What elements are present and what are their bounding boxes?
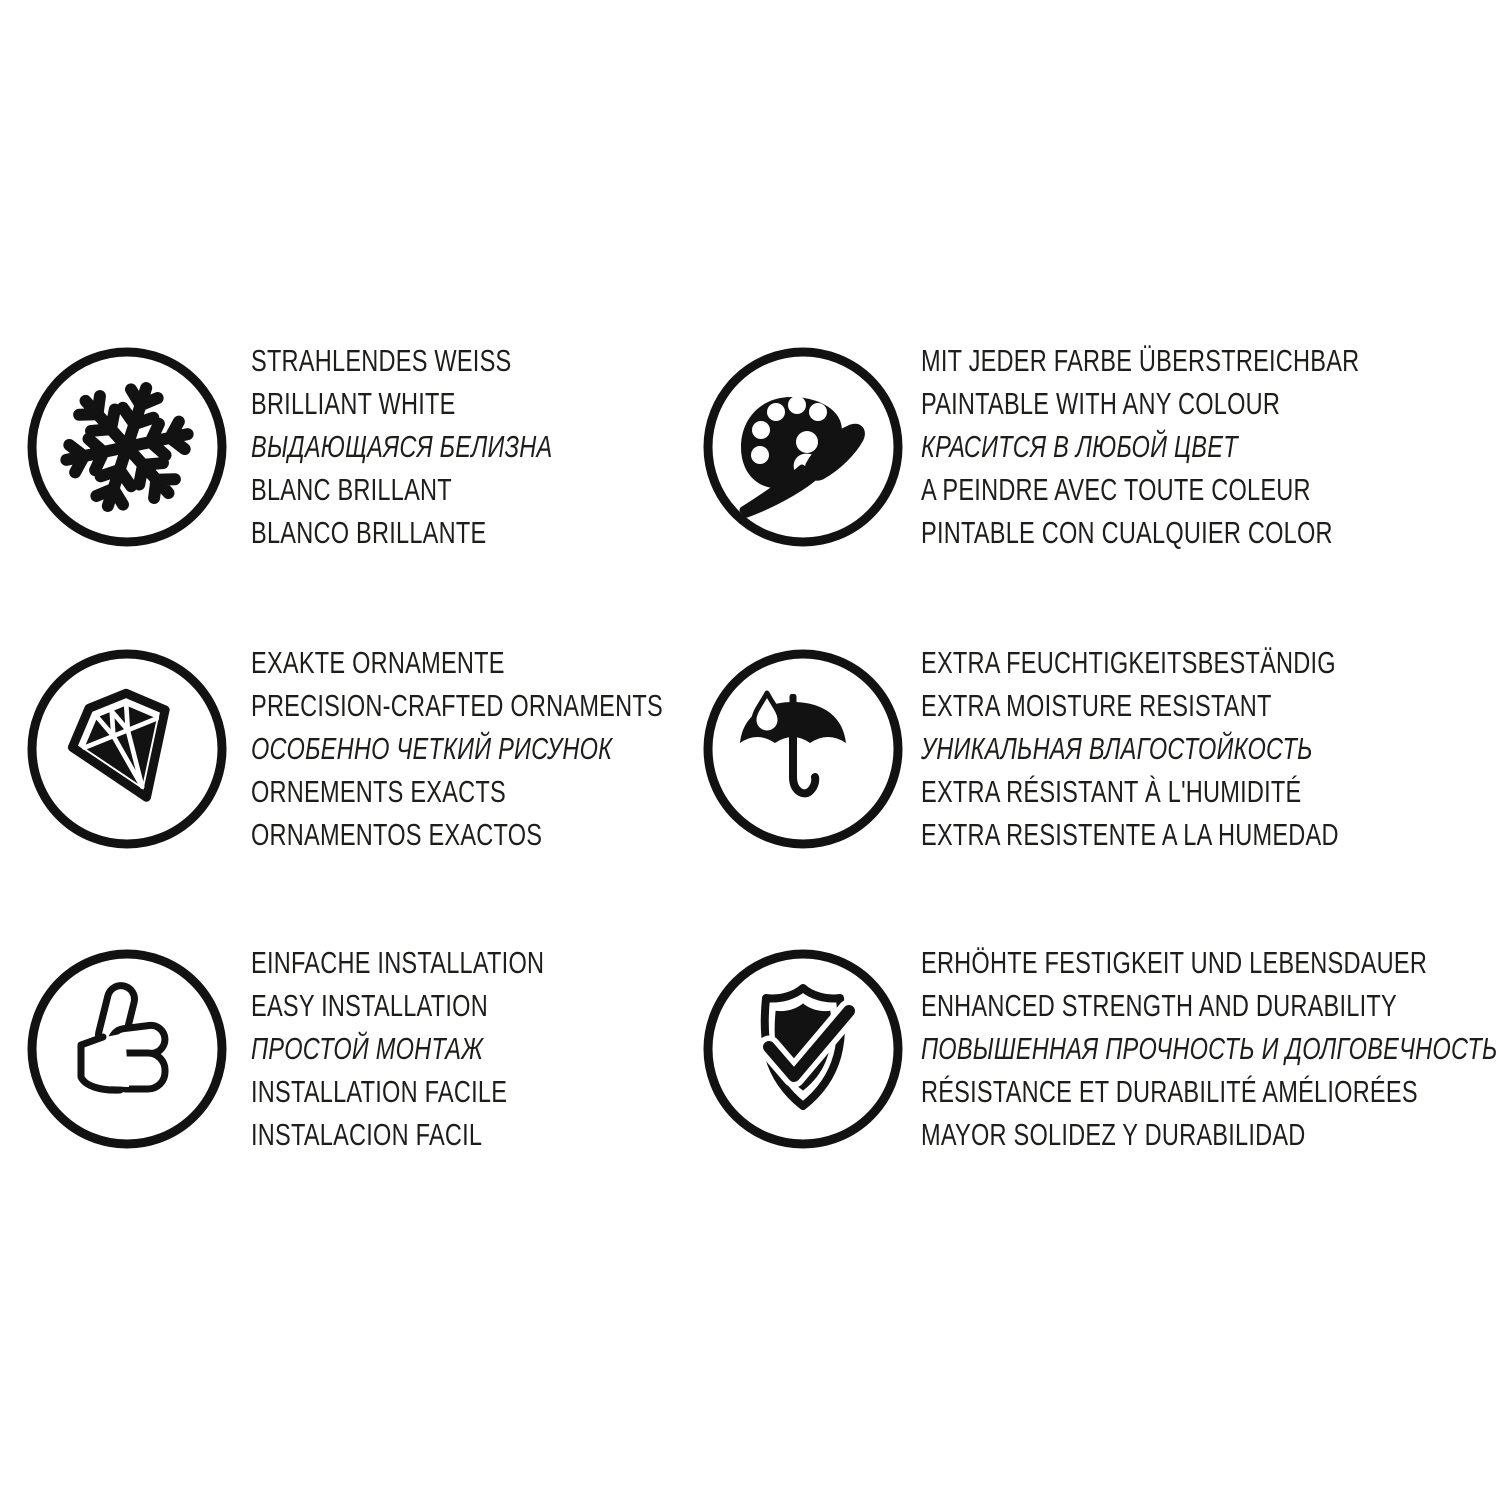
snowflake-icon (27, 347, 227, 547)
feature-line-fr: RÉSISTANCE ET DURABILITÉ AMÉLIORÉES (921, 1074, 1418, 1109)
feature-line-es: PINTABLE CON CUALQUIER COLOR (921, 515, 1333, 550)
paint-palette-icon (703, 347, 903, 547)
feature-line-de: ERHÖHTE FESTIGKEIT UND LEBENSDAUER (921, 945, 1428, 980)
feature-line-ru: ПРОСТОЙ МОНТАЖ (251, 1031, 484, 1066)
umbrella-icon (703, 649, 903, 849)
feature-line-en: ENHANCED STRENGTH AND DURABILITY (921, 988, 1397, 1023)
feature-line-ru: ПОВЫШЕННАЯ ПРОЧНОСТЬ И ДОЛГОВЕЧНОСТЬ (921, 1031, 1498, 1066)
feature-line-en: PAINTABLE WITH ANY COLOUR (921, 386, 1281, 421)
feature-line-en: PRECISION-CRAFTED ORNAMENTS (251, 688, 663, 723)
feature-line-de: EXAKTE ORNAMENTE (251, 645, 505, 680)
shield-check-icon (703, 949, 903, 1149)
feature-line-de: EINFACHE INSTALLATION (251, 945, 545, 980)
feature-line-en: EASY INSTALLATION (251, 988, 488, 1023)
feature-line-fr: A PEINDRE AVEC TOUTE COLEUR (921, 472, 1311, 507)
feature-line-es: ORNAMENTOS EXACTOS (251, 817, 543, 852)
feature-line-ru: УНИКАЛЬНАЯ ВЛАГОСТОЙКОСТЬ (921, 731, 1313, 766)
feature-line-fr: ORNEMENTS EXACTS (251, 774, 506, 809)
feature-line-en: EXTRA MOISTURE RESISTANT (921, 688, 1272, 723)
feature-line-es: BLANCO BRILLANTE (251, 515, 487, 550)
feature-text-block (921, 339, 1498, 554)
feature-line-fr: EXTRA RÉSISTANT À L'HUMIDITÉ (921, 774, 1302, 809)
feature-precision-ornaments (27, 641, 793, 856)
diamond-icon (27, 649, 227, 849)
feature-text-block (251, 339, 648, 554)
feature-brilliant-white (27, 339, 648, 554)
feature-line-es: INSTALACION FACIL (251, 1117, 483, 1152)
feature-line-es: EXTRA RESISTENTE A LA HUMEDAD (921, 817, 1339, 852)
feature-line-es: MAYOR SOLIDEZ Y DURABILIDAD (921, 1117, 1306, 1152)
feature-strength-durability (703, 941, 1500, 1156)
feature-text-block (921, 641, 1471, 856)
feature-line-fr: INSTALLATION FACILE (251, 1074, 508, 1109)
feature-line-ru: КРАСИТСЯ В ЛЮБОЙ ЦВЕТ (921, 429, 1238, 464)
feature-line-fr: BLANC BRILLANT (251, 472, 452, 507)
feature-text-block (921, 941, 1500, 1156)
feature-text-block (251, 941, 637, 1156)
feature-line-de: MIT JEDER FARBE ÜBERSTREICHBAR (921, 343, 1360, 378)
feature-line-en: BRILLIANT WHITE (251, 386, 456, 421)
feature-easy-installation (27, 941, 637, 1156)
feature-line-de: STRAHLENDES WEISS (251, 343, 512, 378)
feature-line-ru: ОСОБЕННО ЧЕТКИЙ РИСУНОК (251, 731, 613, 766)
thumbs-up-icon (27, 949, 227, 1149)
feature-line-ru: ВЫДАЮЩАЯСЯ БЕЛИЗНА (251, 429, 553, 464)
feature-line-de: EXTRA FEUCHTIGKEITSBESTÄNDIG (921, 645, 1336, 680)
feature-moisture-resistant (703, 641, 1471, 856)
feature-paintable-any-colour (703, 339, 1498, 554)
